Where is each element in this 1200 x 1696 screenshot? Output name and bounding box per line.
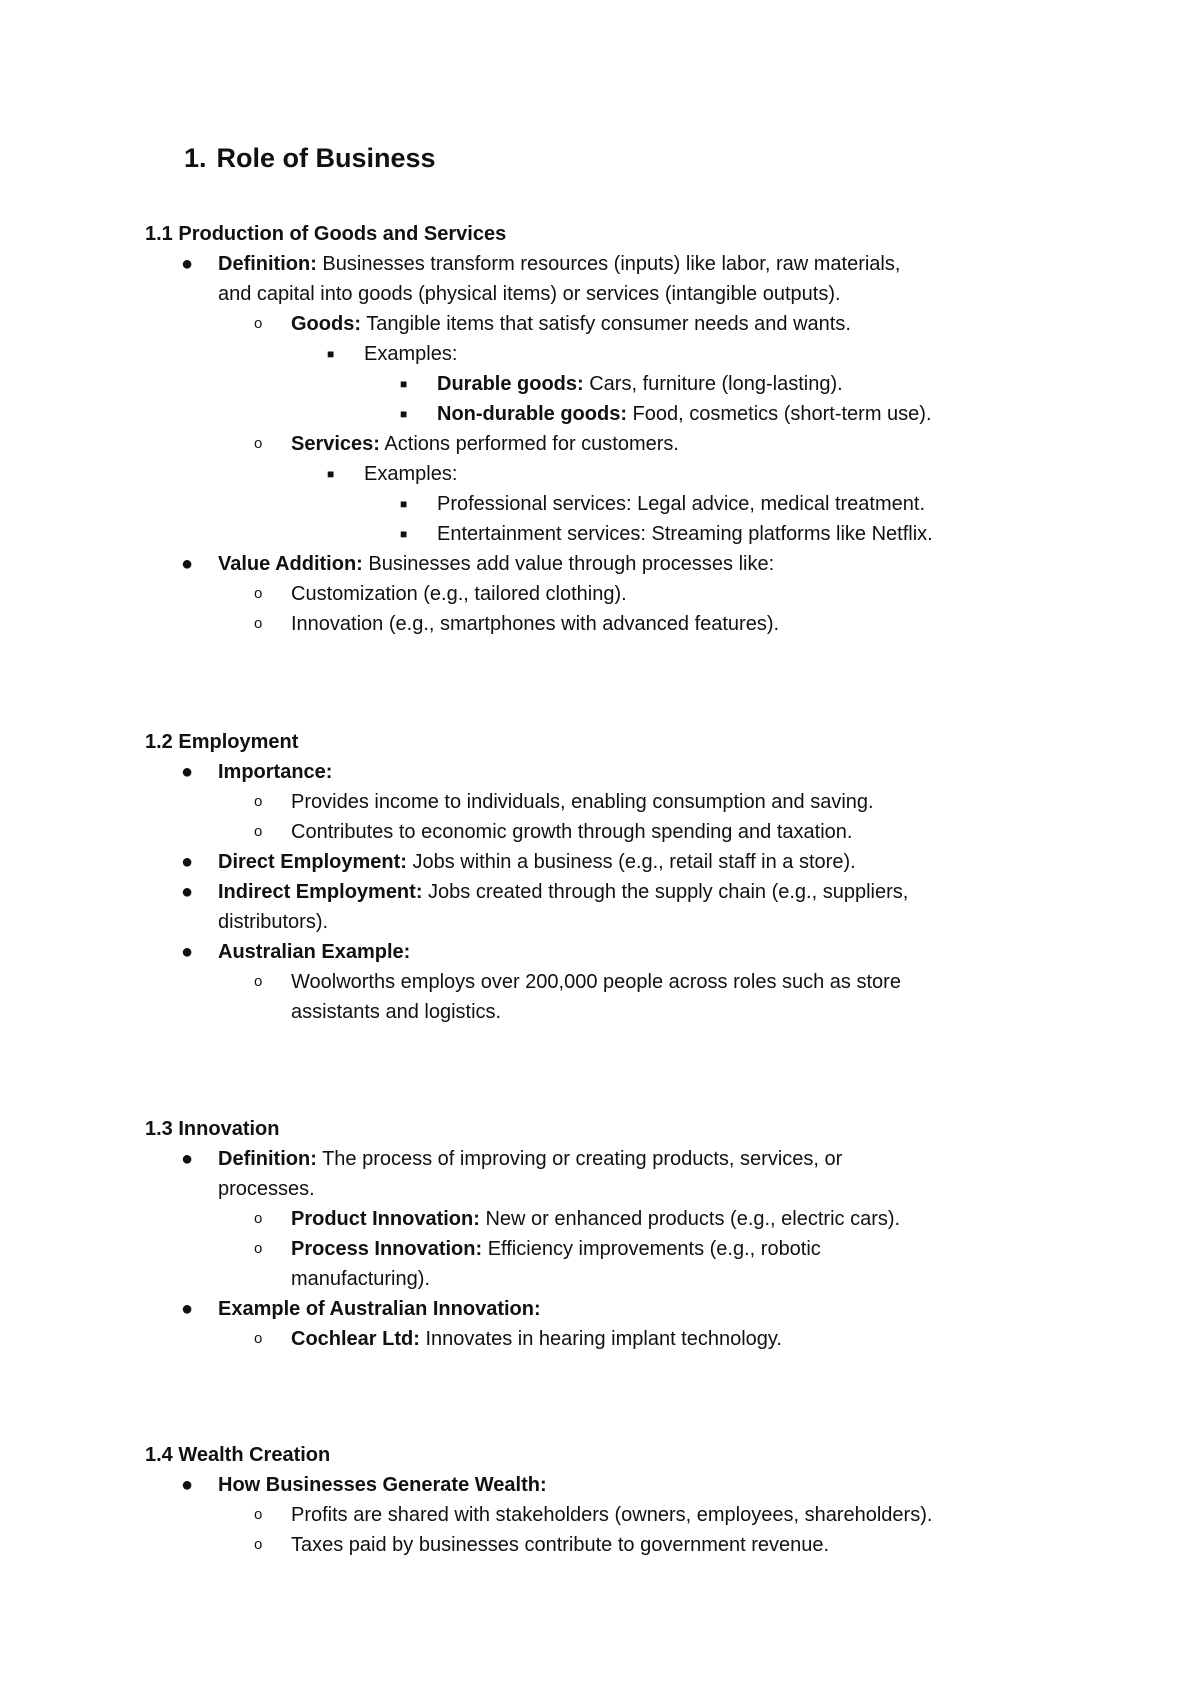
section-heading: 1.2 Employment [145, 731, 299, 753]
item-label: Services: [291, 433, 380, 455]
item-text-continued: and capital into goods (physical items) or services (intangible outputs). [218, 283, 841, 305]
item-text: Woolworths employs over 200,000 people across roles such as store [291, 971, 901, 993]
list-item [145, 489, 1045, 519]
item-text: Efficiency improvements (e.g., robotic [482, 1238, 821, 1260]
item-text: New or enhanced products (e.g., electric cars). [479, 1208, 901, 1230]
item-text: Taxes paid by businesses contribute to government revenue. [291, 1534, 830, 1556]
item-text: Entertainment services: Streaming platforms like Netflix. [437, 523, 933, 545]
section-employment [145, 727, 1045, 1027]
item-text: Profits are shared with stakeholders (owners, employees, shareholders). [291, 1504, 933, 1526]
item-text: Provides income to individuals, enabling consumption and saving. [291, 791, 874, 813]
list-item [145, 249, 1045, 309]
section-heading: 1.3 Innovation [145, 1118, 280, 1140]
bullet-marker: ● [181, 851, 194, 873]
list-item [145, 757, 1045, 787]
item-text: Innovation (e.g., smartphones with advanced features). [291, 613, 780, 635]
circle-marker: o [254, 615, 263, 632]
list-item [145, 967, 1045, 1027]
item-text: The process of improving or creating products, services, or [316, 1148, 843, 1170]
item-text: Innovates in hearing implant technology. [419, 1328, 782, 1350]
item-label: Cochlear Ltd: [291, 1328, 420, 1350]
circle-marker: o [254, 315, 263, 332]
item-label: Australian Example: [218, 941, 411, 963]
circle-marker: o [254, 585, 263, 602]
bullet-marker: ● [181, 1148, 194, 1170]
list-item [145, 1500, 1045, 1530]
circle-marker: o [254, 973, 263, 990]
item-text-continued: distributors). [218, 911, 329, 933]
page-title [184, 145, 436, 172]
square-marker: ■ [400, 497, 408, 511]
bullet-marker: ● [181, 253, 194, 275]
item-text-continued: assistants and logistics. [291, 1001, 502, 1023]
circle-marker: o [254, 1506, 263, 1523]
title-number: 1. [184, 143, 207, 173]
circle-marker: o [254, 1240, 263, 1257]
item-label: Value Addition: [218, 553, 363, 575]
square-marker: ■ [327, 467, 335, 481]
list-item [145, 1294, 1045, 1324]
list-item [145, 429, 1045, 459]
item-label: How Businesses Generate Wealth: [218, 1474, 547, 1496]
circle-marker: o [254, 823, 263, 840]
section-wealth-creation [145, 1440, 1045, 1560]
item-text: Tangible items that satisfy consumer needs and wants. [361, 313, 851, 335]
item-text-continued: manufacturing). [291, 1268, 430, 1290]
item-label: Indirect Employment: [218, 881, 423, 903]
list-item [145, 459, 1045, 489]
circle-marker: o [254, 1330, 263, 1347]
item-label: Process Innovation: [291, 1238, 483, 1260]
bullet-marker: ● [181, 881, 194, 903]
list-item [145, 1470, 1045, 1500]
list-item [145, 817, 1045, 847]
list-item [145, 519, 1045, 549]
item-text: Businesses add value through processes like: [362, 553, 775, 575]
list-item [145, 609, 1045, 639]
list-item [145, 579, 1045, 609]
list-item [145, 847, 1045, 877]
item-label: Direct Employment: [218, 851, 407, 873]
list-item [145, 1234, 1045, 1294]
item-label: Definition: [218, 1148, 317, 1170]
item-text: Examples: [364, 343, 458, 365]
section-heading: 1.1 Production of Goods and Services [145, 223, 507, 245]
item-text: Cars, furniture (long-lasting). [583, 373, 843, 395]
item-text: Jobs created through the supply chain (e.g., suppliers, [422, 881, 909, 903]
square-marker: ■ [400, 407, 408, 421]
list-item [145, 787, 1045, 817]
item-text-continued: processes. [218, 1178, 315, 1200]
list-item [145, 369, 1045, 399]
square-marker: ■ [400, 377, 408, 391]
item-label: Goods: [291, 313, 361, 335]
section-innovation [145, 1114, 1045, 1354]
bullet-marker: ● [181, 553, 194, 575]
list-item [145, 399, 1045, 429]
section-production [145, 219, 1045, 639]
item-label: Importance: [218, 761, 333, 783]
circle-marker: o [254, 793, 263, 810]
item-label: Definition: [218, 253, 317, 275]
list-item [145, 1204, 1045, 1234]
square-marker: ■ [327, 347, 335, 361]
item-label: Durable goods: [437, 373, 584, 395]
item-text: Customization (e.g., tailored clothing). [291, 583, 627, 605]
section-list [145, 1470, 1045, 1560]
item-label: Product Innovation: [291, 1208, 480, 1230]
list-item [145, 1530, 1045, 1560]
circle-marker: o [254, 1210, 263, 1227]
list-item [145, 339, 1045, 369]
item-label: Non-durable goods: [437, 403, 627, 425]
item-text: Jobs within a business (e.g., retail staff in a store). [406, 851, 856, 873]
section-list [145, 757, 1045, 1027]
item-label: Example of Australian Innovation: [218, 1298, 541, 1320]
bullet-marker: ● [181, 941, 194, 963]
list-item [145, 877, 1045, 937]
section-list [145, 249, 1045, 639]
circle-marker: o [254, 1536, 263, 1553]
title-text: Role of Business [216, 143, 436, 173]
square-marker: ■ [400, 527, 408, 541]
item-text: Food, cosmetics (short-term use). [626, 403, 932, 425]
list-item [145, 1144, 1045, 1204]
list-item [145, 309, 1045, 339]
item-text: Contributes to economic growth through spending and taxation. [291, 821, 853, 843]
list-item [145, 1324, 1045, 1354]
circle-marker: o [254, 435, 263, 452]
item-text: Actions performed for customers. [379, 433, 679, 455]
list-item [145, 937, 1045, 967]
item-text: Businesses transform resources (inputs) like labor, raw materials, [316, 253, 901, 275]
item-text: Examples: [364, 463, 458, 485]
bullet-marker: ● [181, 1474, 194, 1496]
item-text: Professional services: Legal advice, medical treatment. [437, 493, 926, 515]
list-item [145, 549, 1045, 579]
bullet-marker: ● [181, 761, 194, 783]
section-list [145, 1144, 1045, 1354]
section-heading: 1.4 Wealth Creation [145, 1444, 331, 1466]
bullet-marker: ● [181, 1298, 194, 1320]
